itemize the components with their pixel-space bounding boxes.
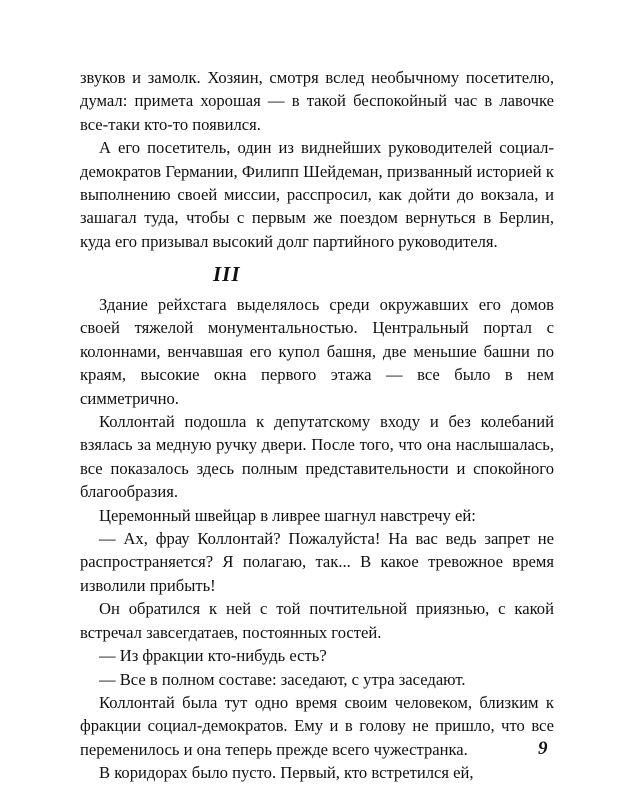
paragraph: В коридорах было пусто. Первый, кто встретился ей,	[99, 763, 474, 783]
paragraph: Церемонный швейцар в ливрее шагнул навстречу ей:	[99, 505, 476, 525]
text-block-top	[80, 66, 554, 253]
paragraph: — Из фракции кто-нибудь есть?	[99, 646, 327, 666]
paragraph: — Ах, фрау Коллонтай? Пожалуйста! На вас ведь запрет не распространяется? Я полагаю, так... В какое тревожное время изволили прибыть!	[80, 529, 554, 595]
paragraph: Коллонтай была тут одно время своим человеком, близким к фракции социал-демократов. Ему и в голову не пришло, что все переменилось и она теперь прежде всего чужестранка.	[80, 692, 554, 759]
paragraph: звуков и замолк. Хозяин, смотря вслед необычному посетителю, думал: примета хорошая — в такой беспокойный час в лавочке все-таки кто-то появился.	[80, 68, 554, 134]
paragraph: Он обратился к ней с той почтительной приязнью, с какой встречал завсегдатаев, постоянных гостей.	[80, 599, 554, 642]
chapter-heading: III	[213, 262, 241, 286]
paragraph: Здание рейхстага выделялось среди окружавших его домов своей тяжелой монументальностью. Центральный портал с колоннами, венчавшая его купол башня, две меньшие башни по краям, высокие окна первого этажа — все было в нем симметрично.	[80, 295, 554, 408]
text-block-bottom	[80, 293, 554, 785]
paragraph: Коллонтай подошла к депутатскому входу и без колебаний взялась за медную ручку двери. После того, что она наслышалась, все показалось здесь полным представительности и спокойного благообразия.	[80, 412, 554, 502]
paragraph: А его посетитель, один из виднейших руководителей социал-демократов Германии, Филипп Шейдеман, призванный историей к выполнению своей миссии, расспросил, как дойти до вокзала, и зашагал туда, чтобы с первым же поездом вернуться в Берлин, куда его призывал высокий долг партийного руководителя.	[80, 138, 554, 251]
paragraph: — Все в полном составе: заседают, с утра заседают.	[99, 669, 466, 689]
page-number: 9	[538, 738, 548, 759]
